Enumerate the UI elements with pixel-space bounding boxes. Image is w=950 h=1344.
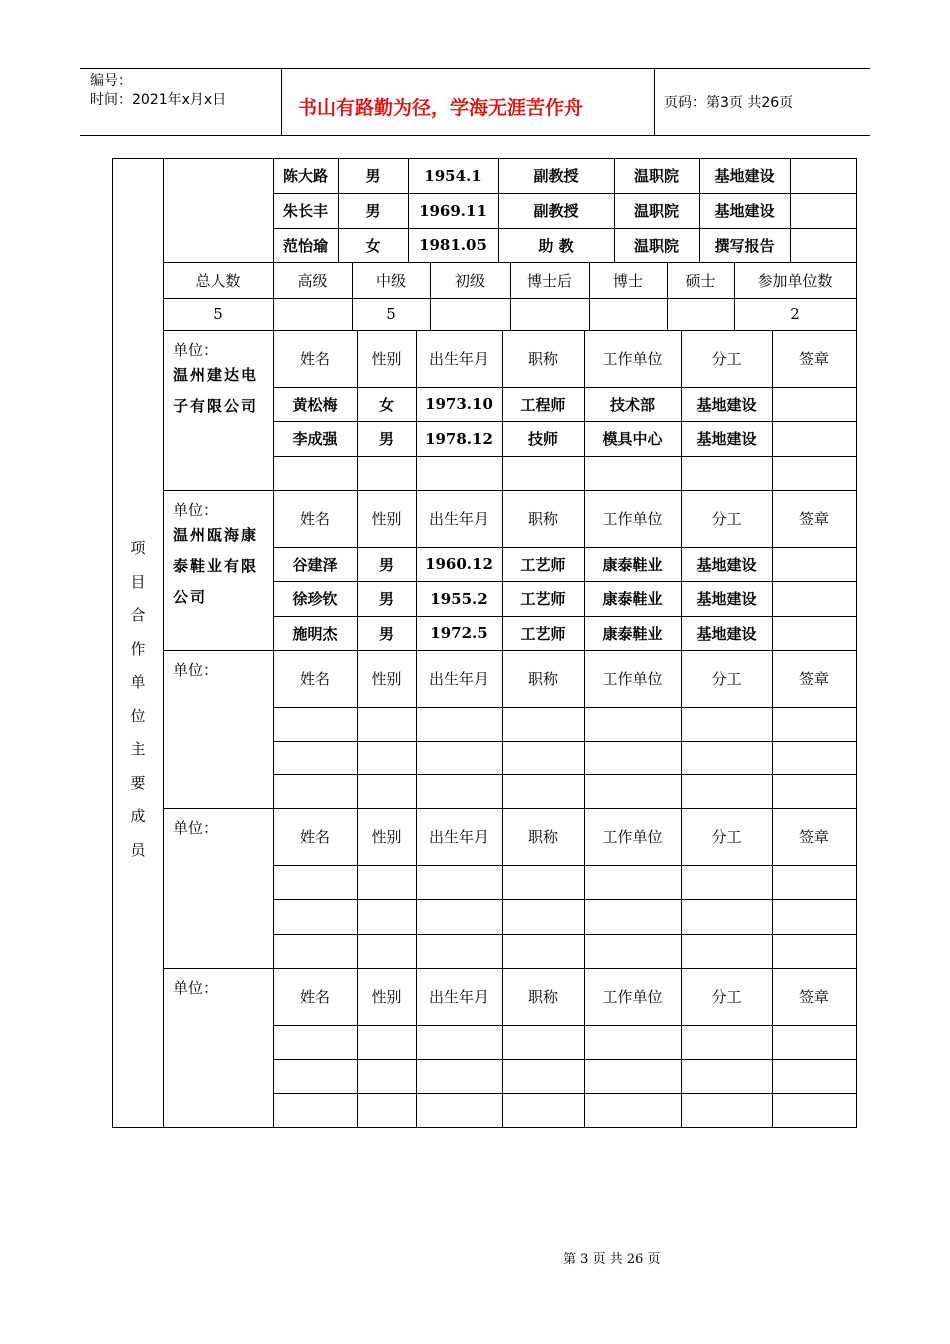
unit-label: [173, 500, 258, 613]
section-label-char: 员: [130, 840, 146, 859]
section-label-char: 项: [130, 539, 146, 557]
top-member-duty: 基地建设: [714, 167, 775, 185]
member-header: 职称: [527, 350, 558, 368]
unit-name-line: 泰鞋业有限: [173, 557, 259, 575]
unit-label: [173, 660, 218, 680]
member-header: 签章: [798, 350, 829, 368]
member-name: 李成强: [292, 430, 338, 448]
member-unit: 康泰鞋业: [602, 624, 663, 643]
table-rule: [273, 741, 857, 742]
stats-header: 博士后: [526, 271, 572, 290]
member-birth: 1972.5: [430, 624, 488, 642]
member-duty: 基地建设: [696, 430, 757, 448]
top-member-birth: 1981.05: [419, 236, 487, 254]
member-duty: 基地建设: [696, 590, 757, 608]
table-rule: [163, 1127, 857, 1128]
member-title: 工艺师: [520, 555, 566, 574]
table-rule: [273, 774, 857, 775]
member-header: 姓名: [299, 828, 330, 846]
stats-header: 硕士: [685, 271, 716, 290]
stats-header: 高级: [297, 271, 328, 290]
member-header: 出生年月: [428, 988, 489, 1006]
doc-date-label: 时间：2021年x月x日: [90, 92, 227, 108]
member-header: 姓名: [299, 350, 330, 368]
member-header: 签章: [798, 828, 829, 846]
stats-value: [510, 298, 589, 330]
stats-value: [430, 298, 510, 330]
table-rule: [273, 456, 857, 457]
member-header: 性别: [371, 350, 402, 368]
unit-label-text: 单位：: [173, 501, 219, 519]
section-label-char: 单: [130, 673, 146, 691]
top-member-name: 陈大路: [282, 167, 328, 185]
unit-label: [173, 978, 218, 998]
top-member-name: 范怡瑜: [282, 236, 328, 255]
header-divider: [281, 68, 282, 136]
table-rule: [273, 1025, 857, 1026]
section-label-char: 合: [130, 606, 146, 624]
top-member-title: 助 教: [538, 236, 574, 255]
member-header: 职称: [527, 510, 558, 528]
member-header: 分工: [711, 828, 742, 846]
table-rule: [856, 158, 857, 1128]
member-header: 姓名: [299, 988, 330, 1006]
member-title: 工程师: [520, 395, 566, 414]
member-unit: 康泰鞋业: [602, 555, 663, 574]
member-birth: 1955.2: [430, 589, 488, 608]
stats-value: [589, 298, 667, 330]
section-label-char: 成: [130, 807, 146, 825]
member-gender: 男: [378, 430, 394, 448]
unit-name-line: 温州建达电: [173, 366, 259, 384]
table-rule: [273, 899, 857, 900]
member-header: 职称: [527, 828, 558, 846]
top-member-unit: 温职院: [633, 236, 679, 255]
member-title: 工艺师: [520, 590, 566, 608]
top-member-gender: 男: [365, 202, 381, 220]
top-member-unit: 温职院: [633, 167, 679, 185]
member-name: 谷建泽: [292, 555, 338, 574]
member-header: 分工: [711, 670, 742, 688]
page-indicator: 页码：第3页 共26页: [664, 95, 794, 111]
member-header: 工作单位: [602, 510, 663, 528]
top-member-gender: 女: [365, 236, 381, 255]
section-label-char: 作: [130, 639, 146, 658]
section-label-vertical: [128, 532, 148, 867]
stats-value: 2: [790, 305, 800, 323]
stats-header: 参加单位数: [757, 271, 833, 290]
doc-number-label: 编号：: [90, 73, 132, 89]
member-birth: 1973.10: [425, 395, 493, 413]
top-member-name: 朱长丰: [282, 202, 328, 220]
member-header: 职称: [527, 988, 558, 1006]
stats-value: [273, 298, 352, 330]
member-gender: 女: [378, 395, 394, 414]
table-rule: [273, 1093, 857, 1094]
member-header: 性别: [371, 828, 402, 846]
member-header: 性别: [371, 670, 402, 688]
member-header: 分工: [711, 988, 742, 1006]
member-header: 工作单位: [602, 988, 663, 1006]
member-title: 工艺师: [520, 624, 566, 643]
table-rule: [112, 158, 113, 1128]
top-member-gender: 男: [365, 167, 381, 185]
member-birth: 1960.12: [425, 555, 493, 573]
member-header: 签章: [798, 988, 829, 1006]
unit-name-line: 子有限公司: [173, 397, 259, 415]
table-rule: [790, 158, 791, 263]
member-header: 出生年月: [428, 350, 489, 368]
member-header: 出生年月: [428, 670, 489, 688]
header-motto: 书山有路勤为径，学海无涯苦作舟: [298, 97, 584, 119]
member-header: 姓名: [299, 670, 330, 688]
member-name: 黄松梅: [292, 395, 338, 414]
member-name: 施明杰: [292, 624, 338, 643]
section-label-char: 要: [130, 773, 146, 792]
member-header: 出生年月: [428, 510, 489, 528]
member-duty: 基地建设: [696, 555, 757, 574]
member-header: 分工: [711, 350, 742, 368]
unit-label-text: 单位：: [173, 661, 219, 679]
member-gender: 男: [378, 624, 394, 643]
header-divider: [654, 68, 655, 136]
stats-header: 初级: [454, 271, 485, 290]
member-birth: 1978.12: [425, 429, 493, 448]
unit-label: [173, 340, 258, 422]
member-header: 性别: [371, 510, 402, 528]
member-header: 签章: [798, 510, 829, 528]
top-member-duty: 撰写报告: [714, 236, 775, 255]
stats-value: 5: [213, 305, 223, 323]
section-label-char: 目: [130, 572, 146, 591]
unit-label-text: 单位：: [173, 341, 219, 359]
table-rule: [273, 865, 857, 866]
member-title: 技师: [527, 430, 558, 448]
section-label-char: 主: [130, 740, 146, 758]
stats-header: 博士: [612, 271, 643, 290]
page-footer: 第 3 页 共 26 页: [563, 1252, 661, 1267]
table-rule: [273, 934, 857, 935]
unit-label-text: 单位：: [173, 819, 219, 837]
top-member-duty: 基地建设: [714, 202, 775, 220]
unit-name-line: 温州瓯海康: [173, 526, 259, 544]
stats-value: 5: [386, 305, 396, 323]
member-header: 职称: [527, 670, 558, 688]
member-header: 性别: [371, 988, 402, 1006]
member-header: 工作单位: [602, 350, 663, 368]
member-header: 工作单位: [602, 828, 663, 846]
member-header: 姓名: [299, 510, 330, 528]
member-name: 徐珍钦: [292, 590, 338, 608]
member-duty: 基地建设: [696, 624, 757, 643]
table-rule: [273, 1059, 857, 1060]
section-label-char: 位: [130, 706, 146, 725]
member-duty: 基地建设: [696, 395, 757, 414]
unit-label-text: 单位：: [173, 979, 219, 997]
member-header: 分工: [711, 510, 742, 528]
member-gender: 男: [378, 590, 394, 608]
stats-header: 总人数: [195, 271, 241, 290]
unit-name-line: 公司: [173, 588, 208, 606]
member-header: 出生年月: [428, 828, 489, 846]
member-header: 工作单位: [602, 670, 663, 688]
top-member-title: 副教授: [533, 202, 579, 220]
member-unit: 康泰鞋业: [602, 590, 663, 608]
top-member-birth: 1954.1: [424, 166, 482, 185]
stats-header: 中级: [375, 271, 406, 290]
header-bottom-rule: [80, 135, 870, 136]
member-unit: 技术部: [609, 395, 655, 414]
member-gender: 男: [378, 555, 394, 574]
header-top-rule: [80, 68, 870, 69]
top-member-birth: 1969.11: [419, 201, 487, 220]
table-rule: [273, 707, 857, 708]
top-member-unit: 温职院: [633, 202, 679, 220]
unit-label: [173, 818, 218, 838]
top-member-title: 副教授: [533, 167, 579, 185]
stats-value: [667, 298, 734, 330]
member-header: 签章: [798, 670, 829, 688]
member-unit: 模具中心: [602, 430, 663, 448]
